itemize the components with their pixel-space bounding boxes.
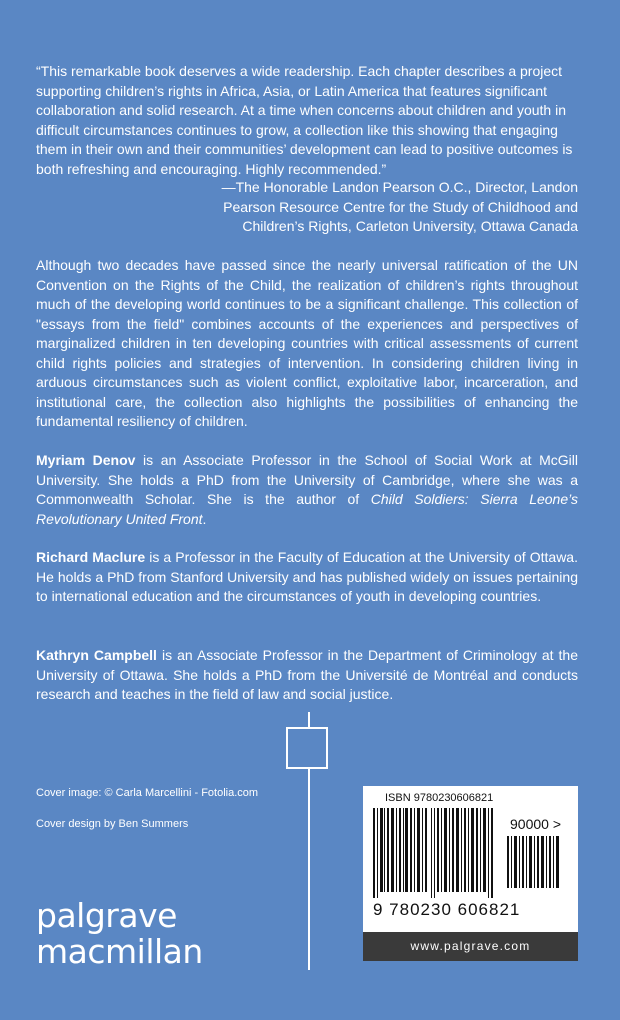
publisher-url: www.palgrave.com [363,932,578,961]
book-description: Although two decades have passed since the nearly universal ratification of the UN Convention on the Rights of the Child, the realization of children’s rights throughout much of the developing world continues to be a significant challenge. This collection of "essays from the field" combines accounts of the experiences and perspectives of marginalized children in ten developing countries with critical assessments of current child rights policies and strategies of intervention. In considering children living in arduous circumstances such as violent conflict, exploitative labor, incarceration, and institutional care, the collection also highlights the possibilities of enhancing the fundamental resiliency of children. [36,257,578,429]
author-bio-maclure [36,548,578,607]
endorsement-attribution: —The Honorable Landon Pearson O.C., Director, Landon Pearson Resource Centre for the Study of Childhood and Children’s Rights, Carleton University, Ottawa Canada [221,179,578,234]
author-name: Myriam Denov [36,452,136,468]
decorative-square [286,727,328,769]
author-bio-text: is an Associate Professor in the School of Social Work at McGill University. She holds a PhD from the University of Cambridge, where she was a Commonwealth Scholar. She is the author of [36,452,578,507]
decorative-line-bottom [308,769,310,970]
author-bio-text: is an Associate Professor in the Department of Criminology at the University of Ottawa. She holds a PhD from the Université de Montréal and conducts research and teaches in the field of law and social justice. [36,647,579,702]
author-bio-denov [36,451,578,529]
cover-image-credit: Cover image: © Carla Marcellini - Fotolia.com [36,787,259,799]
barcode-addon-icon [505,836,565,888]
publisher-logo [36,898,203,970]
logo-line-macmillan: macmillan [36,932,203,971]
decorative-line-top [308,712,310,727]
cover-design-credit: Cover design by Ben Summers [36,818,189,830]
endorsement-quote: “This remarkable book deserves a wide readership. Each chapter describes a project supporting children’s rights in Africa, Asia, or Latin America that features significant collaboration and solid research. At a time when concerns about children and youth in difficult circumstances continues to grow, a collection like this showing that engaging them in their own and their communities’ development can lead to positive outcomes is both refreshing and encouraging. Highly recommended.” [36,63,573,177]
barcode-icon [371,808,501,898]
bio-end: . [202,510,207,527]
author-name: Richard Maclure [36,549,146,565]
price-code: 90000 > [510,816,561,832]
isbn-digits: 9 780230 606821 [373,900,521,919]
isbn-label: ISBN 9780230606821 [385,792,494,804]
book-title: Child Soldiers: Sierra Leone’s Revolutionary United Front [36,491,578,527]
author-name: Kathryn Campbell [36,647,157,663]
logo-line-palgrave: palgrave [36,896,177,935]
author-bio-campbell [36,646,578,705]
author-bio-text: is a Professor in the Faculty of Education at the University of Ottawa. He holds a PhD from Stanford University and has published widely on issues pertaining to international education and the circumstances of youth in developing countries. [36,549,578,604]
